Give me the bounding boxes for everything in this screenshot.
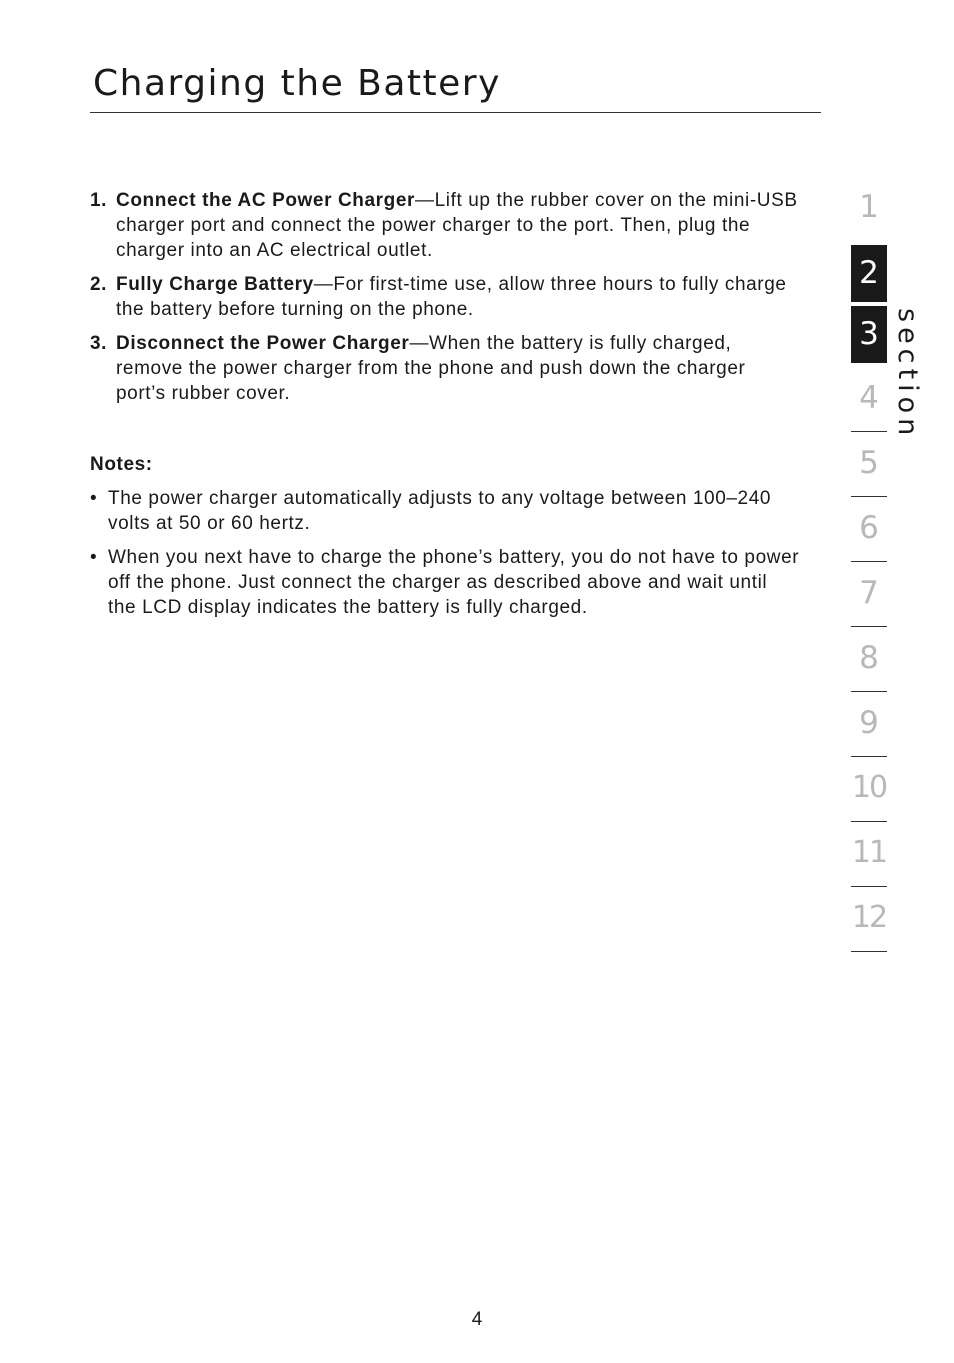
section-tab-2[interactable]: 2 <box>851 245 887 302</box>
step-item <box>90 188 800 263</box>
step-heading: Fully Charge Battery <box>116 274 314 295</box>
section-label: section <box>892 308 923 441</box>
step-heading: Disconnect the Power Charger <box>116 333 410 354</box>
bullet-icon: • <box>90 547 98 568</box>
section-tab-4[interactable]: 4 <box>851 367 887 432</box>
note-text: When you next have to charge the phone’s battery, you do not have to power off the phone. Just connect the charger as described above and wait until the LCD display indicates the battery is fully charged. <box>108 547 800 618</box>
step-text: —When the battery is fully charged, remove the power charger from the phone and push down the charger port’s rubber cover. <box>116 333 746 404</box>
section-tab-5[interactable]: 5 <box>851 432 887 497</box>
section-tab-3[interactable]: 3 <box>851 306 887 363</box>
note-item <box>90 545 800 620</box>
section-tab-10[interactable]: 10 <box>851 757 887 822</box>
page-number: 4 <box>471 1309 483 1330</box>
notes-list <box>90 486 800 629</box>
step-number: 1. <box>90 190 108 211</box>
section-tab-8[interactable]: 8 <box>851 627 887 692</box>
section-nav <box>851 176 887 952</box>
step-item <box>90 331 800 406</box>
section-tab-7[interactable]: 7 <box>851 562 887 627</box>
notes-heading: Notes: <box>90 454 153 475</box>
bullet-icon: • <box>90 488 98 509</box>
steps-list <box>90 188 800 415</box>
section-tab-9[interactable]: 9 <box>851 692 887 757</box>
note-text: The power charger automatically adjusts to any voltage between 100–240 volts at 50 or 60 hertz. <box>108 488 772 534</box>
title-divider <box>90 112 821 113</box>
step-heading: Connect the AC Power Charger <box>116 190 416 211</box>
section-tab-12[interactable]: 12 <box>851 887 887 952</box>
section-tab-1[interactable]: 1 <box>859 189 879 225</box>
section-tab-6[interactable]: 6 <box>851 497 887 562</box>
section-tab-11[interactable]: 11 <box>851 822 887 887</box>
step-item <box>90 272 800 322</box>
step-number: 3. <box>90 333 108 354</box>
page-title: Charging the Battery <box>93 63 501 104</box>
step-text: —Lift up the rubber cover on the mini-USB charger port and connect the power charger to the port. Then, plug the charger into an AC electrical outlet. <box>116 190 798 261</box>
step-text: —For first-time use, allow three hours to fully charge the battery before turning on the phone. <box>116 274 787 320</box>
note-item <box>90 486 800 536</box>
step-number: 2. <box>90 274 108 295</box>
